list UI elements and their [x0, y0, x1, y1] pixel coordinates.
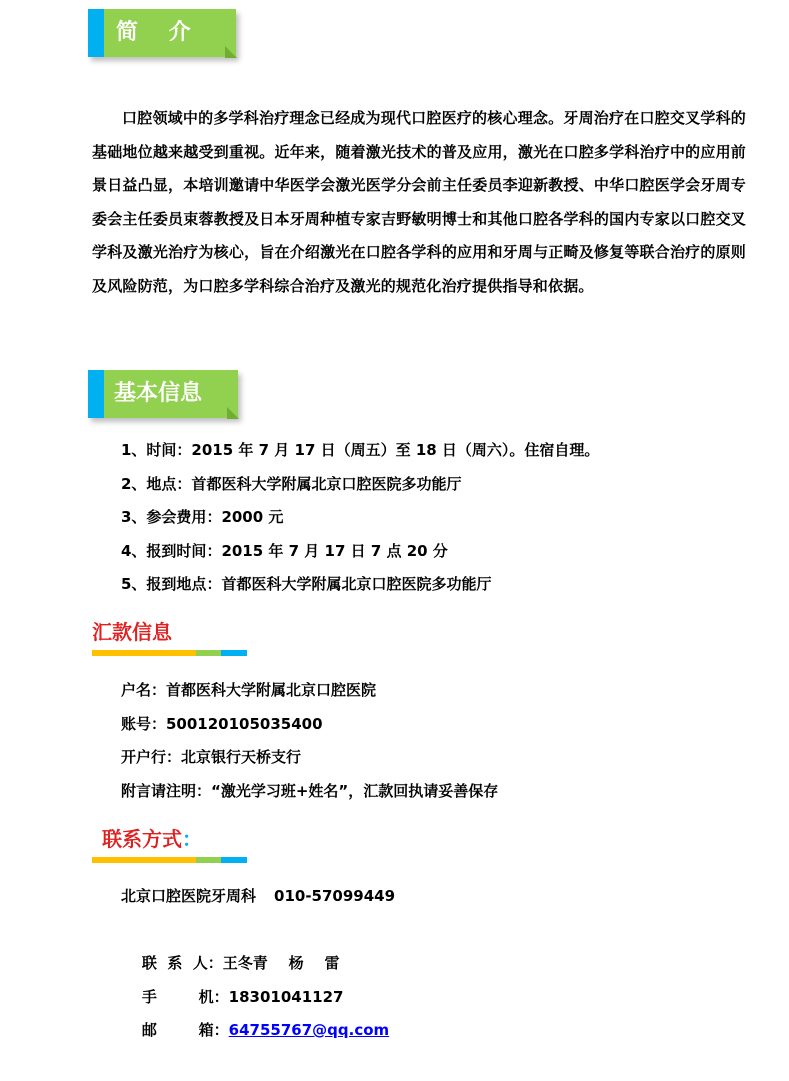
email-label: 邮 箱：: [141, 1021, 229, 1039]
remittance-list: [121, 674, 498, 808]
basic-info-heading: 基本信息: [114, 381, 203, 406]
bar-segment-green: [196, 857, 221, 863]
mobile-label: 手 机：: [141, 987, 229, 1006]
banner-fold: [225, 46, 237, 58]
list-item: 2、地点：首都医科大学附属北京口腔医院多功能厅: [121, 474, 462, 493]
bar-segment-yellow: [92, 857, 196, 863]
contact-person-row: [121, 914, 395, 972]
bar-segment-green: [196, 650, 221, 656]
mobile-number: 18301041127: [228, 987, 344, 1006]
heading-underline-bar: [92, 857, 247, 863]
list-item: 开户行：北京银行天桥支行: [121, 748, 302, 766]
contact-heading-colon: ：: [182, 827, 202, 851]
basic-info-banner: [88, 370, 238, 418]
banner-stripe: [88, 9, 104, 57]
department-name: 北京口腔医院牙周科: [121, 887, 257, 905]
list-item: 账号：500120105035400: [121, 714, 323, 733]
bar-segment-blue: [221, 857, 247, 863]
bar-segment-blue: [221, 650, 247, 656]
list-item: 户名：首都医科大学附属北京口腔医院: [121, 681, 377, 699]
contact-person-label: 联 系 人：: [141, 954, 223, 972]
heading-underline-bar: [92, 650, 247, 656]
contact-section-header: [92, 825, 247, 863]
department-phone: 010-57099449: [274, 887, 396, 905]
email-link[interactable]: 64755767@qq.com: [228, 1021, 390, 1039]
remittance-heading: 汇款信息: [92, 620, 172, 644]
contact-list: [121, 880, 396, 1039]
intro-paragraph: 口腔领域中的多学科治疗理念已经成为现代口腔医疗的核心理念。牙周治疗在口腔交叉学科的基础地位越来越受到重视。近年来，随着激光技术的普及应用，激光在口腔多学科治疗中的应用前景日益凸显，本培训邀请中华医学会激光医学分会前主任委员李迎新教授、中华口腔医学会牙周专委会主任委员束蓉教授及日本牙周种植专家吉野敏明博士和其他口腔各学科的国内专家以口腔交叉学科及激光治疗为核心，旨在介绍激光在口腔各学科的应用和牙周与正畸及修复等联合治疗的原则及风险防范，为口腔多学科综合治疗及激光的规范化治疗提供指导和依据。: [92, 109, 746, 295]
list-item: 1、时间：2015 年 7 月 17 日（周五）至 18 日（周六）。住宿自理。: [121, 441, 600, 459]
contact-heading: [92, 825, 247, 853]
list-item: 5、报到地点：首都医科大学附属北京口腔医院多功能厅: [121, 575, 492, 593]
banner-stripe: [88, 370, 104, 418]
contact-heading-text: 联系方式: [102, 827, 182, 851]
intro-heading: 简 介: [116, 20, 191, 45]
remittance-section-header: [92, 618, 247, 656]
list-item: 3、参会费用：2000 元: [121, 508, 284, 526]
list-item: 附言请注明：“激光学习班+姓名”，汇款回执请妥善保存: [121, 781, 499, 800]
banner-fold: [227, 407, 239, 419]
contact-person-names: 王冬青 杨 雷: [222, 954, 340, 972]
intro-banner: [88, 9, 236, 57]
contact-department-row: [121, 880, 395, 914]
basic-info-list: [121, 434, 599, 602]
bar-segment-yellow: [92, 650, 196, 656]
list-item: 4、报到时间：2015 年 7 月 17 日 7 点 20 分: [121, 541, 448, 560]
